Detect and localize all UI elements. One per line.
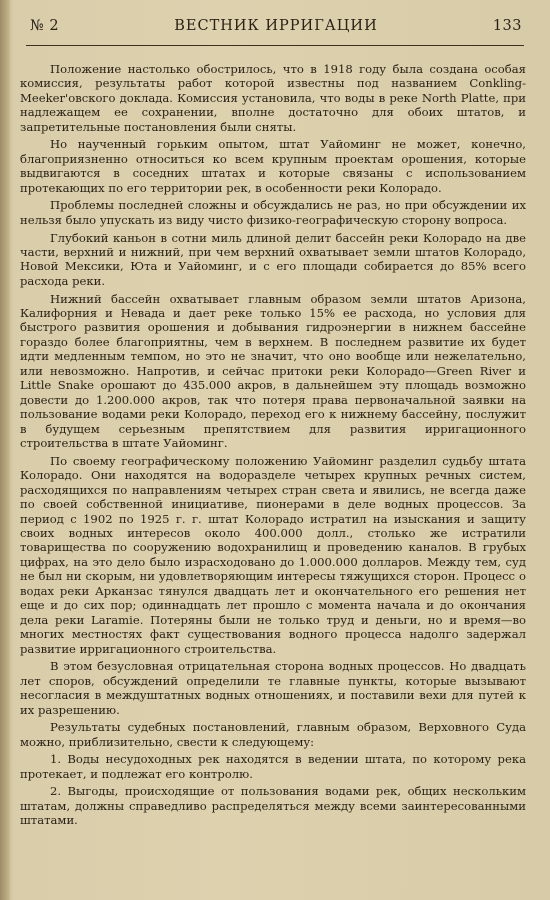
paragraph: Положение настолько обострилось, что в 1918 году была создана особая комиссия, результаты работ которой известны под названием Conkling-Meeker'овского доклада. Комиссия установила, что воды в реке North Platte, при надлежащем ее сохранении, вполне достаточно для обоих штатов, и запретительные постановления были сняты. xyxy=(20,62,526,134)
paragraph: Проблемы последней сложны и обсуждались не раз, но при обсуждении их нельзя было упускать из виду чисто физико-географическую сторону вопроса. xyxy=(20,198,526,227)
paragraph: 2. Выгоды, происходящие от пользования водами рек, общих нескольким штатам, должны справедливо распределяться между всеми заинтересованными штатами. xyxy=(20,784,526,828)
paragraph: В этом безусловная отрицательная сторона водных процессов. Но двадцать лет споров, обсуждений определили те главные пункты, которые вызывают несогласия в междуштатных водных отношениях, и поставили вехи для путей к их разрешению. xyxy=(20,659,526,717)
article-body xyxy=(20,62,526,860)
page-number: 133 xyxy=(492,18,522,34)
paragraph: Результаты судебных постановлений, главным образом, Верховного Суда можно, приблизительно, свести к следующему: xyxy=(20,720,526,749)
paragraph: Глубокий каньон в сотни миль длиной делит бассейн реки Колорадо на две части, верхний и нижний, при чем верхний охватывает земли штатов Колорадо, Новой Мексики, Юта и Уайоминг, и с его площади собирается до 85% всего расхода реки. xyxy=(20,230,526,288)
paragraph: По своему географическому положению Уайоминг разделил судьбу штата Колорадо. Они находятся на водоразделе четырех крупных речных систем, расходящихся по направлениям четырех стран света и явились, не всегда даже по своей собственной инициативе, пионерами в деле водных процессов. За период с 1902 по 1925 г. г. штат Колорадо истратил на изыскания и защиту своих водных интересов около 400.000 долл., столько же истратили товарищества по сооружению водохранилищ и проведению каналов. В грубых цифрах, на это дело было израсходовано до 1.000.000 долларов. Между тем, суд не был ни скорым, ни удовлетворяющим интересы тяжущихся сторон. Процесс о водах реки Арканзас тянулся двадцать лет и окончательного его решения нет еще и до сих пор; одиннадцать лет прошло с момента начала и до окончания дела реки Laramie. Потеряны были не только труд и деньги, но и время—во многих местностях факт существования водного процесса надолго задержал развитие ирригационного строительства. xyxy=(20,453,526,656)
journal-title: ВЕСТНИК ИРРИГАЦИИ xyxy=(174,18,378,34)
header-rule xyxy=(26,45,524,46)
book-spine-shadow xyxy=(0,0,10,900)
issue-number: № 2 xyxy=(30,18,60,34)
paragraph: Нижний бассейн охватывает главным образом земли штатов Аризона, Калифорния и Невада и дает реке только 15% ее расхода, но условия для быстрого развития орошения и добывания гидроэнергии в нижнем бассейне гораздо более благоприятны, чем в верхнем. В последнем развитие их будет идти медленным темпом, но это не значит, что оно вообще или нежелательно, или невозможно. Напротив, и сейчас притоки реки Колорадо—Green River и Little Snake орошают до 435.000 акров, в дальнейшем эту площадь возможно довести до 1.200.000 акров, так что потеря права первоначальной заявки на пользование водами реки Колорадо, переход его к нижнему бассейну, послужит в будущем серьезным препятствием для развития ирригационного строительства в штате Уайоминг. xyxy=(20,291,526,451)
paragraph: 1. Воды несудоходных рек находятся в ведении штата, по которому река протекает, и подлежат его контролю. xyxy=(20,752,526,781)
running-header xyxy=(30,18,522,42)
paragraph: Но наученный горьким опытом, штат Уайоминг не может, конечно, благоприязненно относиться ко всем крупным проектам орошения, которые выдвигаются в соседних штатах и которые связаны с использованием протекающих по его территории рек, в особенности реки Колорадо. xyxy=(20,137,526,195)
